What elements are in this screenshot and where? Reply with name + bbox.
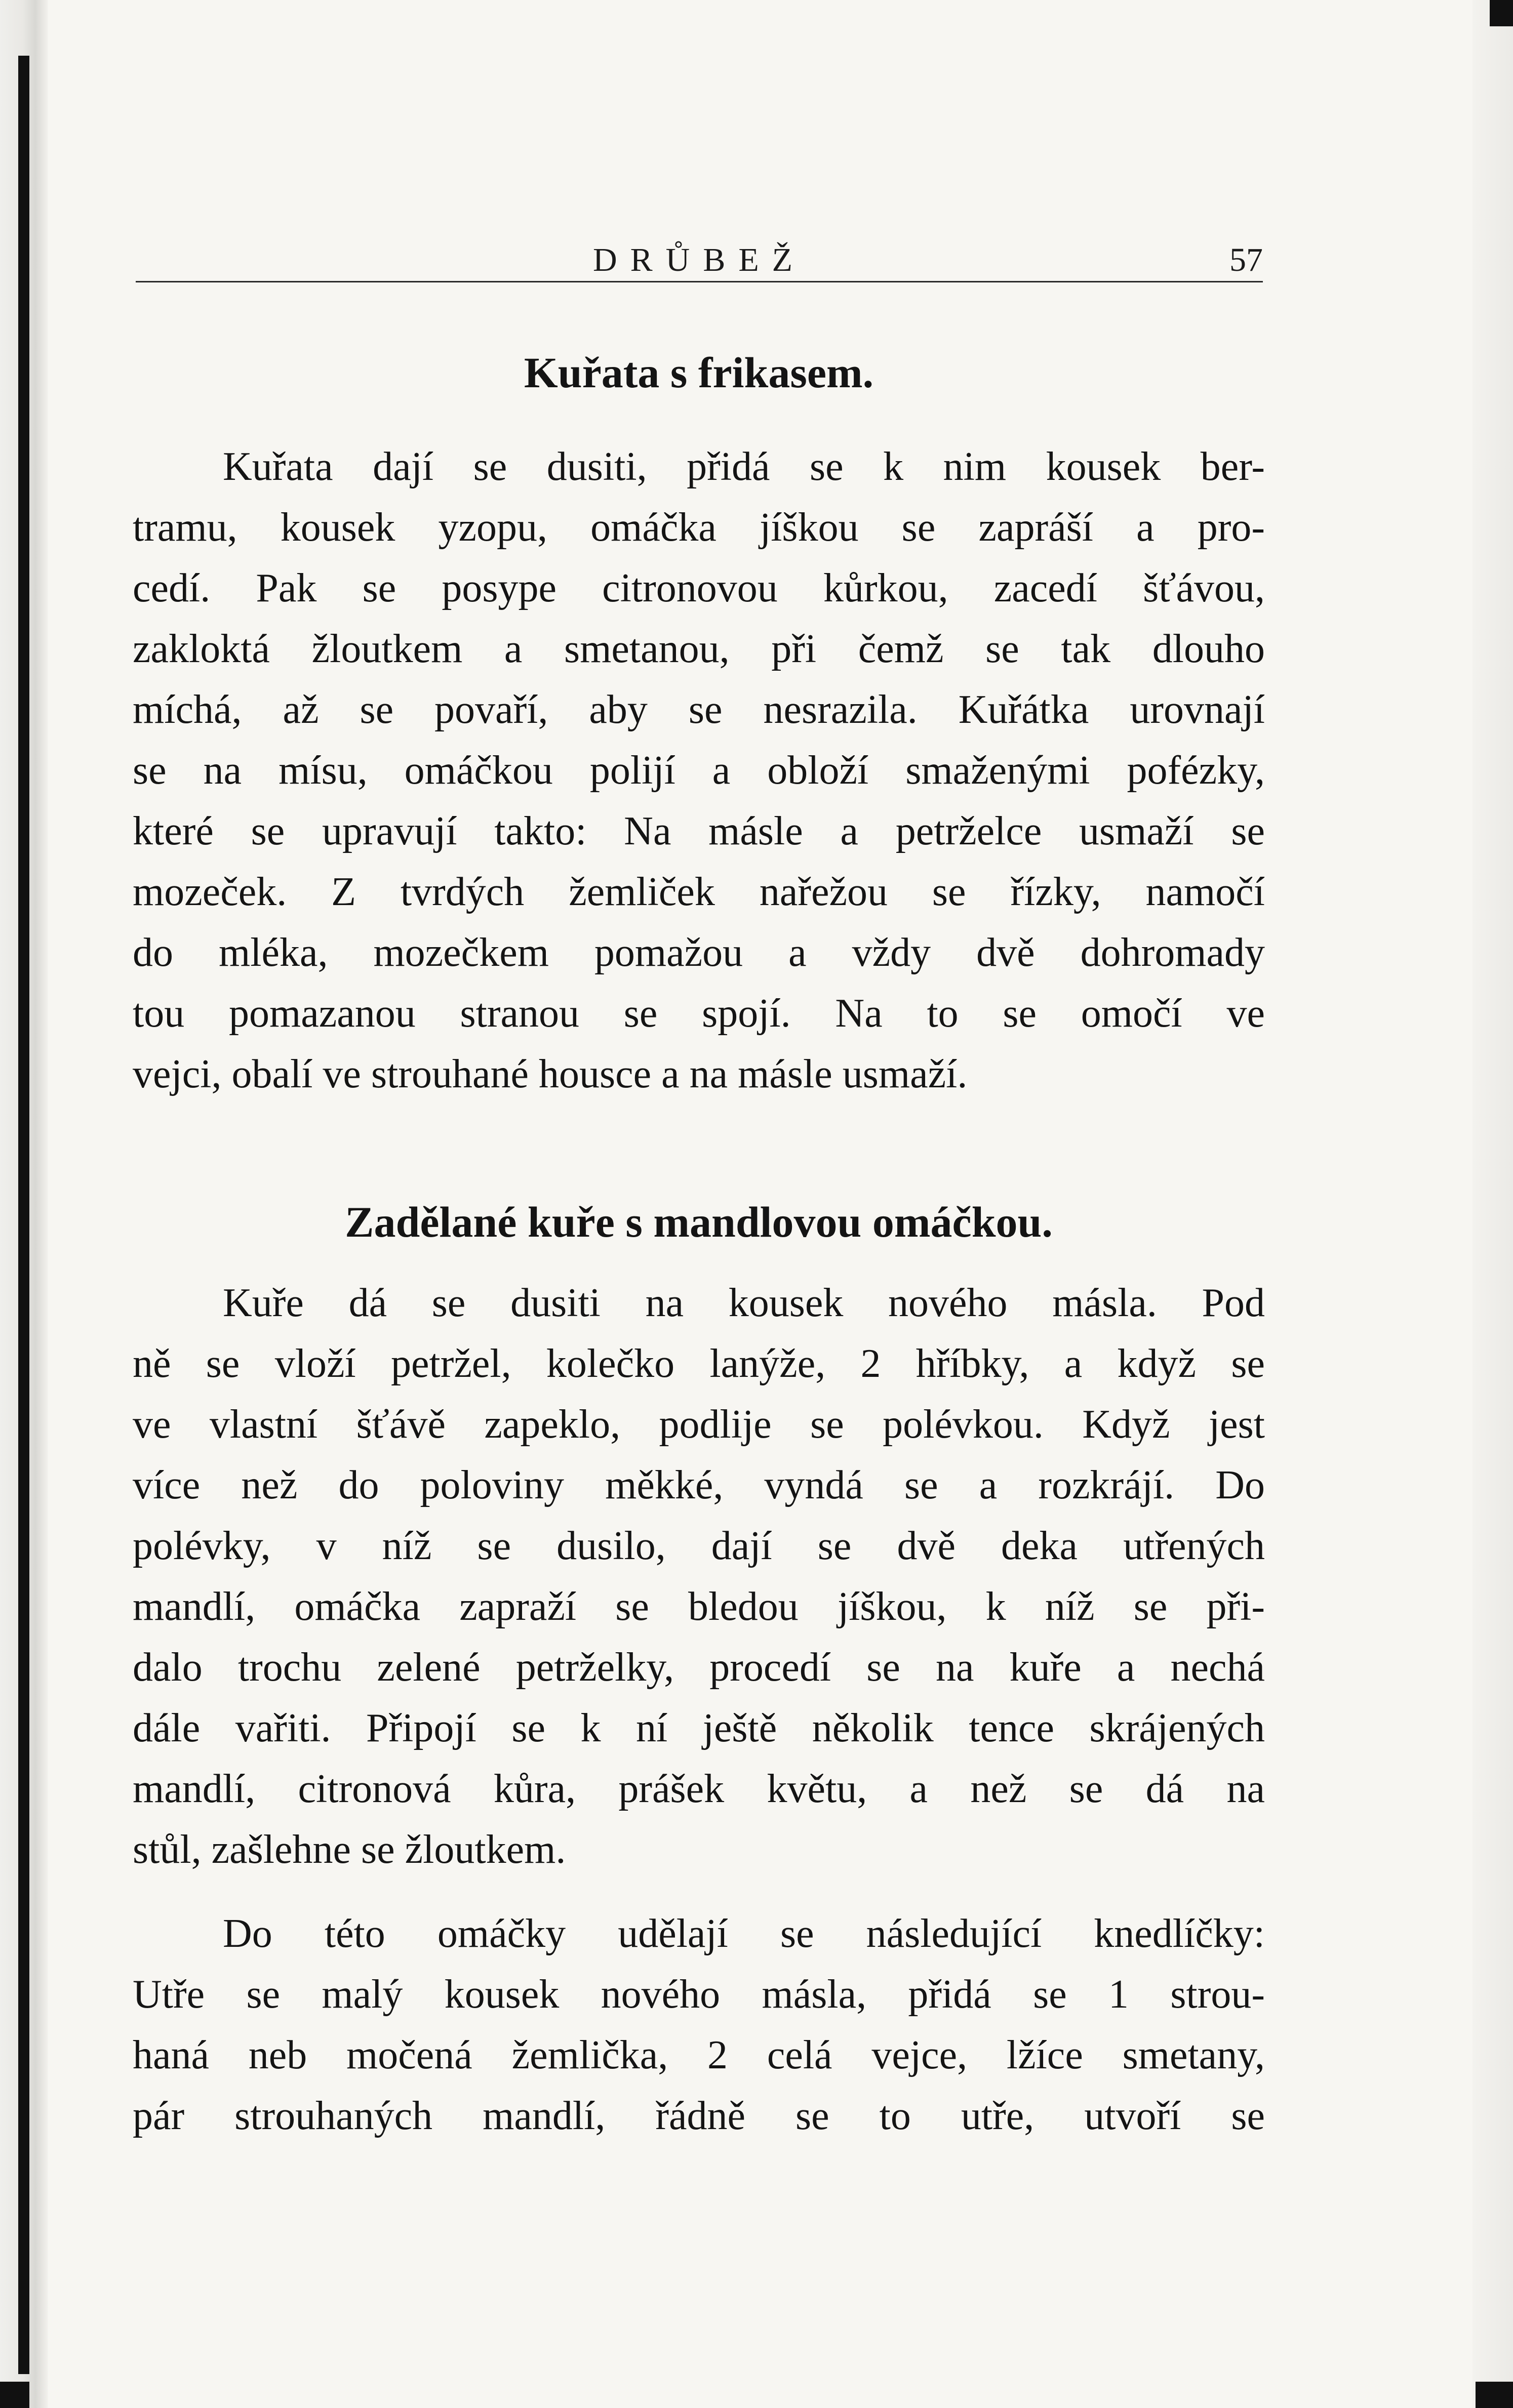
page-body <box>133 344 1265 2146</box>
binding-shadow <box>18 56 29 2374</box>
text-line: ve vlastní šťávě zapeklo, podlije se polévkou. Když jest <box>133 1402 1265 1447</box>
text-line: pár strouhaných mandlí, řádně se to utře, utvoří se <box>133 2094 1265 2138</box>
text-line: ně se vloží petržel, kolečko lanýže, 2 hříbky, a když se <box>133 1341 1265 1386</box>
text-line: které se upravují takto: Na másle a petrželce usmaží se <box>133 809 1265 853</box>
text-line: Do této omáčky udělají se následující knedlíčky: <box>223 1911 1265 1956</box>
text-line: míchá, až se povaří, aby se nesrazila. Kuřátka urovnají <box>133 687 1265 732</box>
page-number: 57 <box>1229 241 1263 278</box>
text-line: zaklоktá žloutkem a smetanou, při čemž se tak dlouho <box>133 627 1265 671</box>
recipe-heading: Kuřata s frikasem. <box>524 348 874 397</box>
recipe-heading: Zadělané kuře s mandlovou omáčkou. <box>345 1198 1053 1246</box>
header-rule <box>136 281 1263 282</box>
text-line: Utře se malý kousek nového másla, přidá se 1 strou- <box>133 1972 1265 2017</box>
running-head <box>136 232 1263 282</box>
text-line: Kuřata dají se dusiti, přidá se k nim kousek ber- <box>223 444 1265 489</box>
text-line: dále vařiti. Připojí se k ní ještě několik tence skrájených <box>133 1706 1265 1750</box>
text-line: se na mísu, omáčkou polijí a obloží smaženými pofézky, <box>133 748 1265 793</box>
text-line: více než do poloviny měkké, vyndá se a rozkrájí. Do <box>133 1463 1265 1507</box>
scan-corner-top-right <box>1490 0 1513 26</box>
text-line: mandlí, citronová kůra, prášek květu, a než se dá na <box>133 1767 1265 1811</box>
text-line: polévky, v níž se dusilo, dají se dvě deka utřených <box>133 1524 1265 1568</box>
text-line: stůl, zašlehne se žloutkem. <box>133 1827 566 1872</box>
text-line: tou pomazanou stranou se spojí. Na to se omočí ve <box>133 991 1265 1036</box>
text-line: tramu, kousek yzopu, omáčka jíškou se zapráší a pro- <box>133 505 1265 550</box>
chapter-title: DRŮBEŽ <box>593 241 806 278</box>
text-line: vejci, obalí ve strouhané housce a na másle usmaží. <box>133 1052 968 1096</box>
recipe-paragraph <box>133 1273 1265 1880</box>
scan-corner-bottom-left <box>0 2382 29 2408</box>
text-line: mozeček. Z tvrdých žemliček nařežou se řízky, namočí <box>133 870 1265 914</box>
text-line: cedí. Pak se posype citronovou kůrkou, zacedí šťávou, <box>133 566 1265 610</box>
recipe-paragraph <box>133 1903 1265 2146</box>
scan-corner-bottom-right <box>1476 2382 1513 2408</box>
recipe-paragraph <box>133 436 1265 1105</box>
text-line: dalo trochu zelené petrželky, procedí se na kuře a nechá <box>133 1645 1265 1690</box>
text-line: mandlí, omáčka zapraží se bledou jíškou, k níž se při- <box>133 1584 1265 1629</box>
scan-right-margin <box>1472 0 1513 2408</box>
text-line: Kuře dá se dusiti na kousek nového másla. Pod <box>223 1281 1265 1325</box>
text-line: haná neb močená žemlička, 2 celá vejce, lžíce smetany, <box>133 2033 1265 2077</box>
text-line: do mléka, mozečkem pomažou a vždy dvě dohromady <box>133 930 1265 975</box>
